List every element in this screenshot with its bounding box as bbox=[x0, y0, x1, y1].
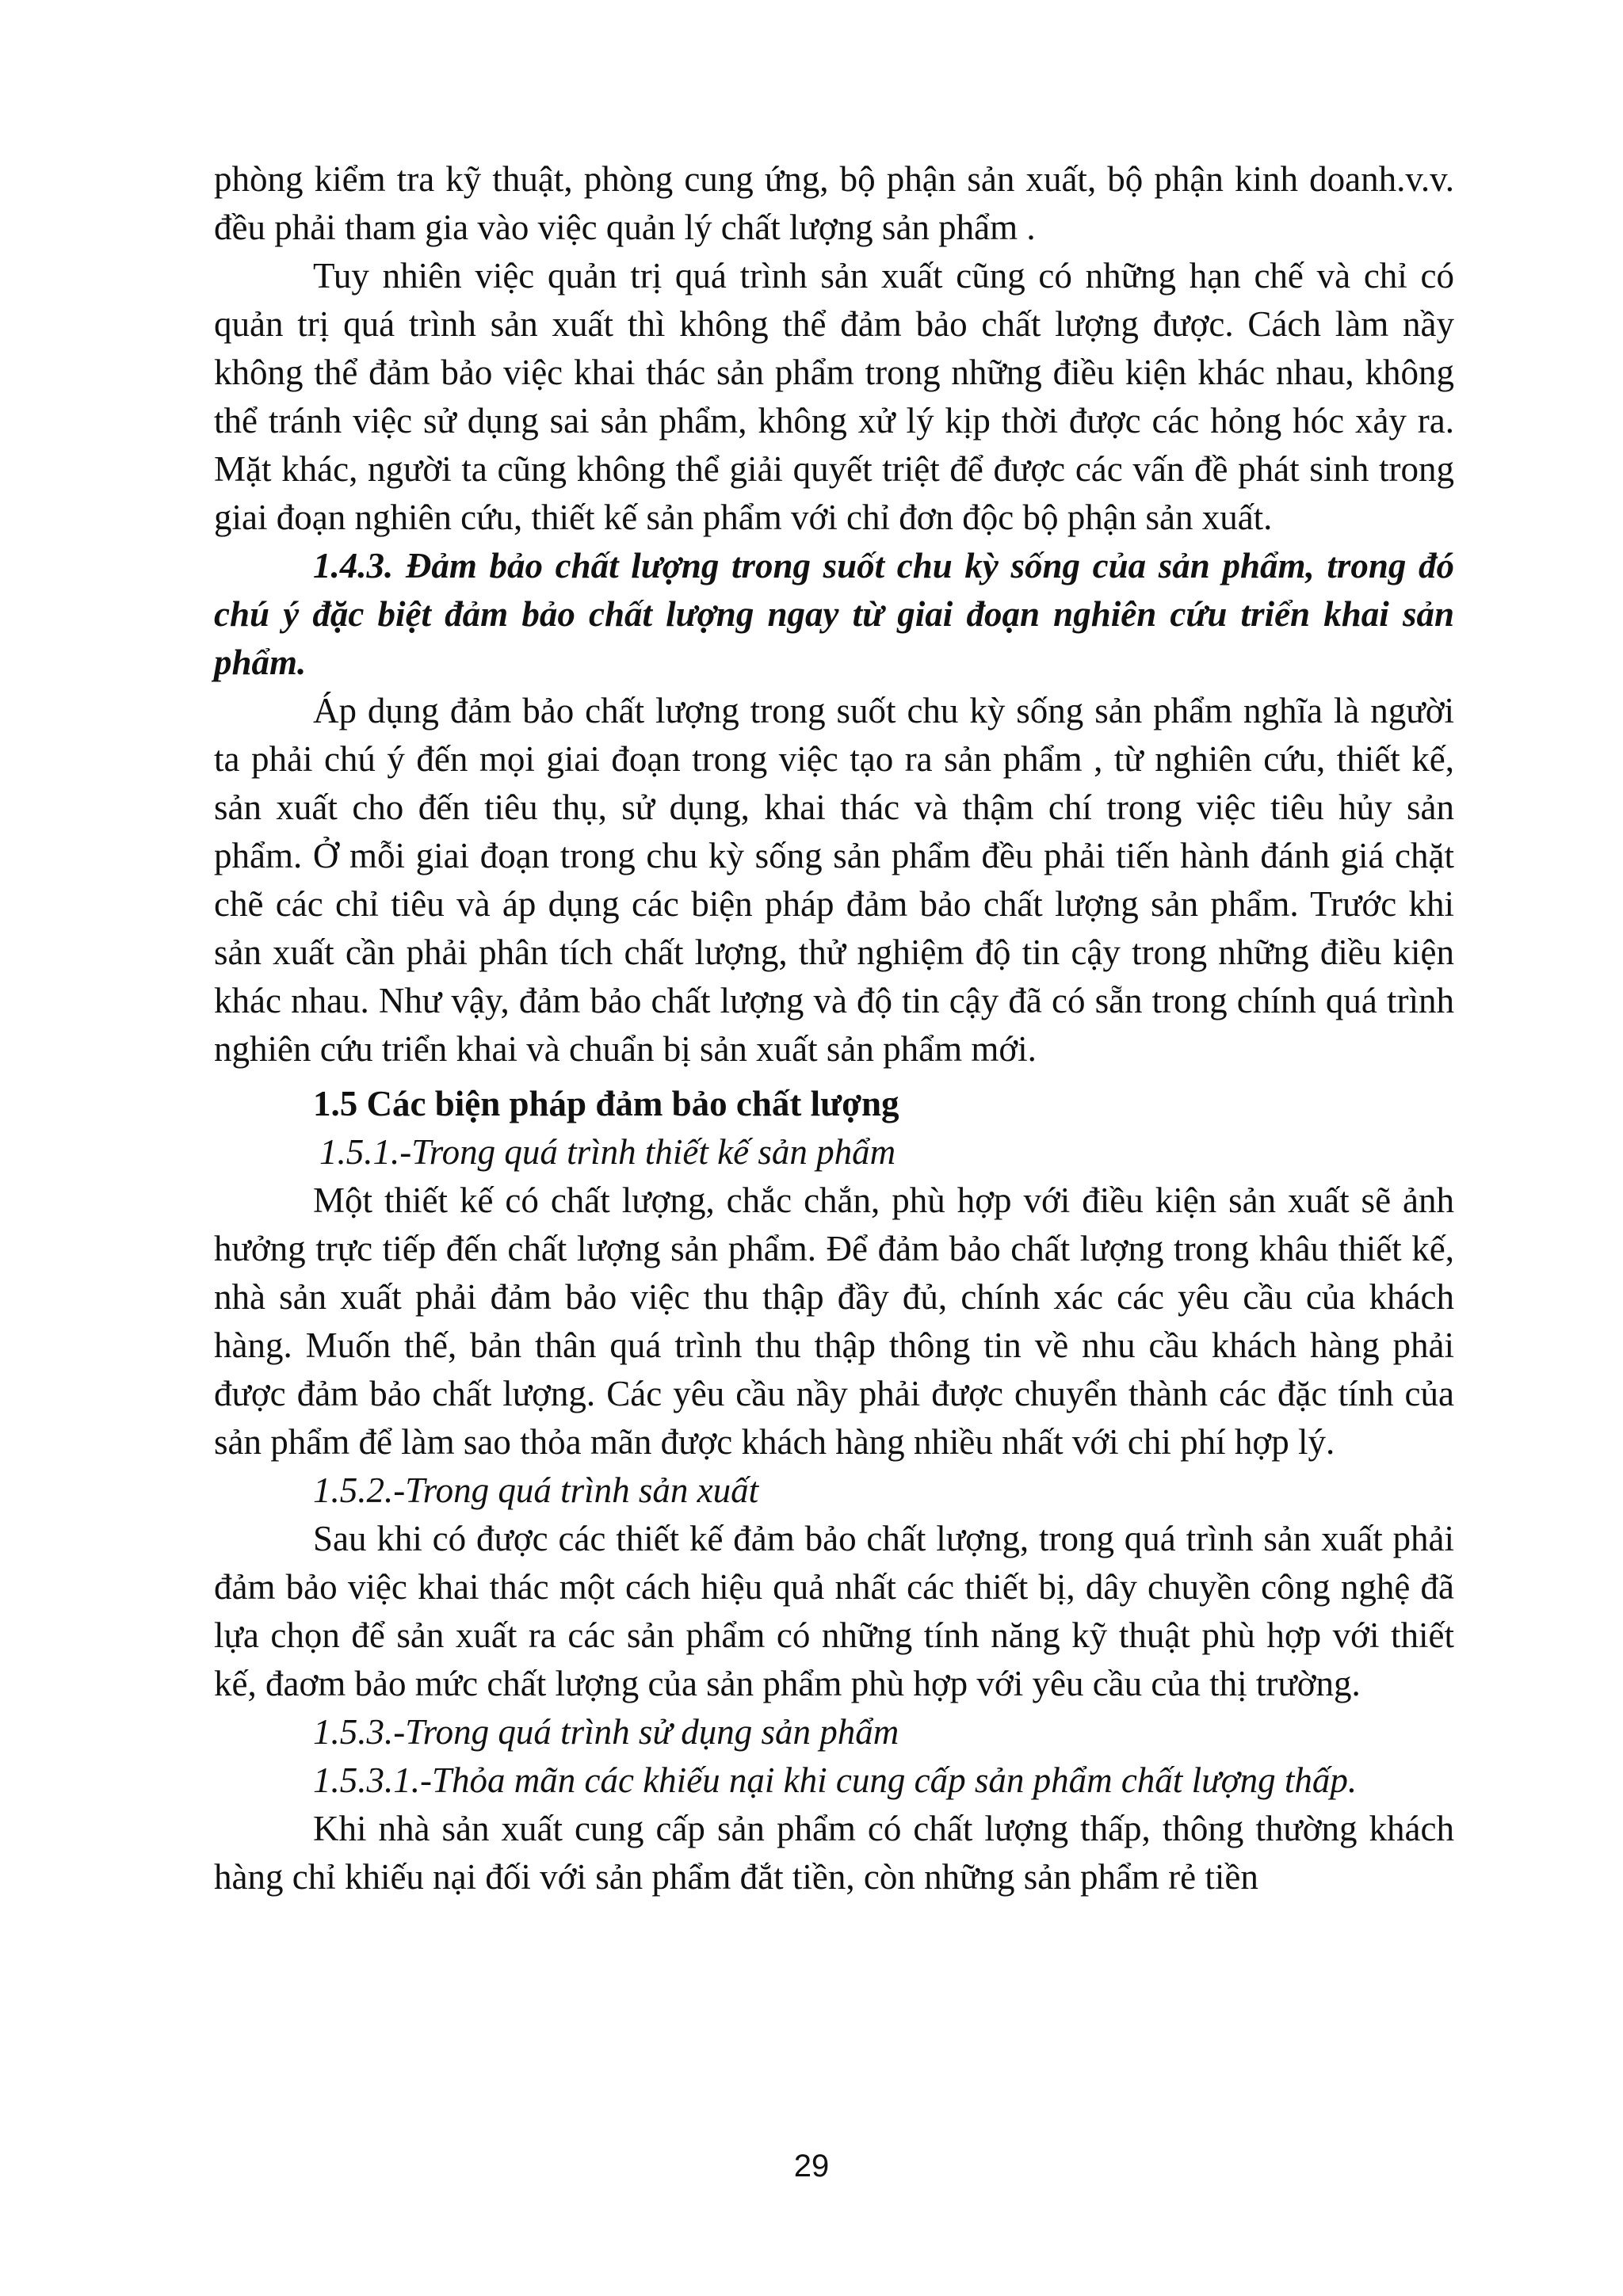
section-heading-1-5: 1.5 Các biện pháp đảm bảo chất lượng bbox=[313, 1084, 899, 1123]
paragraph-complaints: Khi nhà sản xuất cung cấp sản phẩm có chất lượng thấp, thông thường khách hàng chỉ khiếu nại đối với sản phẩm đắt tiền, còn những sản phẩm rẻ tiền bbox=[214, 1809, 1454, 1897]
section-heading-1-4-3: 1.4.3. Đảm bảo chất lượng trong suốt chu kỳ sống của sản phẩm, trong đó chú ý đặc biệt đảm bảo chất lượng ngay từ giai đoạn nghiên cứu triển khai sản phẩm. bbox=[214, 546, 1454, 682]
subsection-heading-1-5-3: 1.5.3.-Trong quá trình sử dụng sản phẩm bbox=[313, 1712, 899, 1752]
page-body bbox=[214, 155, 1454, 1901]
paragraph-lifecycle-quality: Áp dụng đảm bảo chất lượng trong suốt chu kỳ sống sản phẩm nghĩa là người ta phải chú ý đến mọi giai đoạn trong việc tạo ra sản phẩm , từ nghiên cứu, thiết kế, sản xuất cho đến tiêu thụ, sử dụng, khai thác và thậm chí trong việc tiêu hủy sản phẩm. Ở mỗi giai đoạn trong chu kỳ sống sản phẩm đều phải tiến hành đánh giá chặt chẽ các chỉ tiêu và áp dụng các biện pháp đảm bảo chất lượng sản phẩm. Trước khi sản xuất cần phải phân tích chất lượng, thử nghiệm độ tin cậy trong những điều kiện khác nhau. Như vậy, đảm bảo chất lượng và độ tin cậy đã có sẵn trong chính quá trình nghiên cứu triển khai và chuẩn bị sản xuất sản phẩm mới. bbox=[214, 691, 1454, 1069]
subsection-heading-1-5-1: 1.5.1.-Trong quá trình thiết kế sản phẩm bbox=[319, 1132, 896, 1172]
page-number: 29 bbox=[793, 2149, 830, 2183]
paragraph-design-quality: Một thiết kế có chất lượng, chắc chắn, phù hợp với điều kiện sản xuất sẽ ảnh hưởng trực tiếp đến chất lượng sản phẩm. Để đảm bảo chất lượng trong khâu thiết kế, nhà sản xuất phải đảm bảo việc thu thập đầy đủ, chính xác các yêu cầu của khách hàng. Muốn thế, bản thân quá trình thu thập thông tin về nhu cầu khách hàng phải được đảm bảo chất lượng. Các yêu cầu nầy phải được chuyển thành các đặc tính của sản phẩm để làm sao thỏa mãn được khách hàng nhiều nhất với chi phí hợp lý. bbox=[214, 1180, 1454, 1462]
subsection-heading-1-5-3-1: 1.5.3.1.-Thỏa mãn các khiếu nại khi cung cấp sản phẩm chất lượng thấp. bbox=[313, 1760, 1358, 1800]
paragraph-production-quality: Sau khi có được các thiết kế đảm bảo chất lượng, trong quá trình sản xuất phải đảm bảo việc khai thác một cách hiệu quả nhất các thiết bị, dây chuyền công nghệ đã lựa chọn để sản xuất ra các sản phẩm có những tính năng kỹ thuật phù hợp với thiết kế, đaơm bảo mức chất lượng của sản phẩm phù hợp với yêu cầu của thị trường. bbox=[214, 1519, 1454, 1703]
paragraph-production-management-limits: Tuy nhiên việc quản trị quá trình sản xuất cũng có những hạn chế và chỉ có quản trị quá trình sản xuất thì không thể đảm bảo chất lượng được. Cách làm nầy không thể đảm bảo việc khai thác sản phẩm trong những điều kiện khác nhau, không thể tránh việc sử dụng sai sản phẩm, không xử lý kịp thời được các hỏng hóc xảy ra. Mặt khác, người ta cũng không thể giải quyết triệt để được các vấn đề phát sinh trong giai đoạn nghiên cứu, thiết kế sản phẩm với chỉ đơn độc bộ phận sản xuất. bbox=[214, 256, 1454, 537]
paragraph-continuation: phòng kiểm tra kỹ thuật, phòng cung ứng, bộ phận sản xuất, bộ phận kinh doanh.v.v. đều phải tham gia vào việc quản lý chất lượng sản phẩm . bbox=[214, 159, 1454, 247]
subsection-heading-1-5-2: 1.5.2.-Trong quá trình sản xuất bbox=[313, 1470, 759, 1510]
